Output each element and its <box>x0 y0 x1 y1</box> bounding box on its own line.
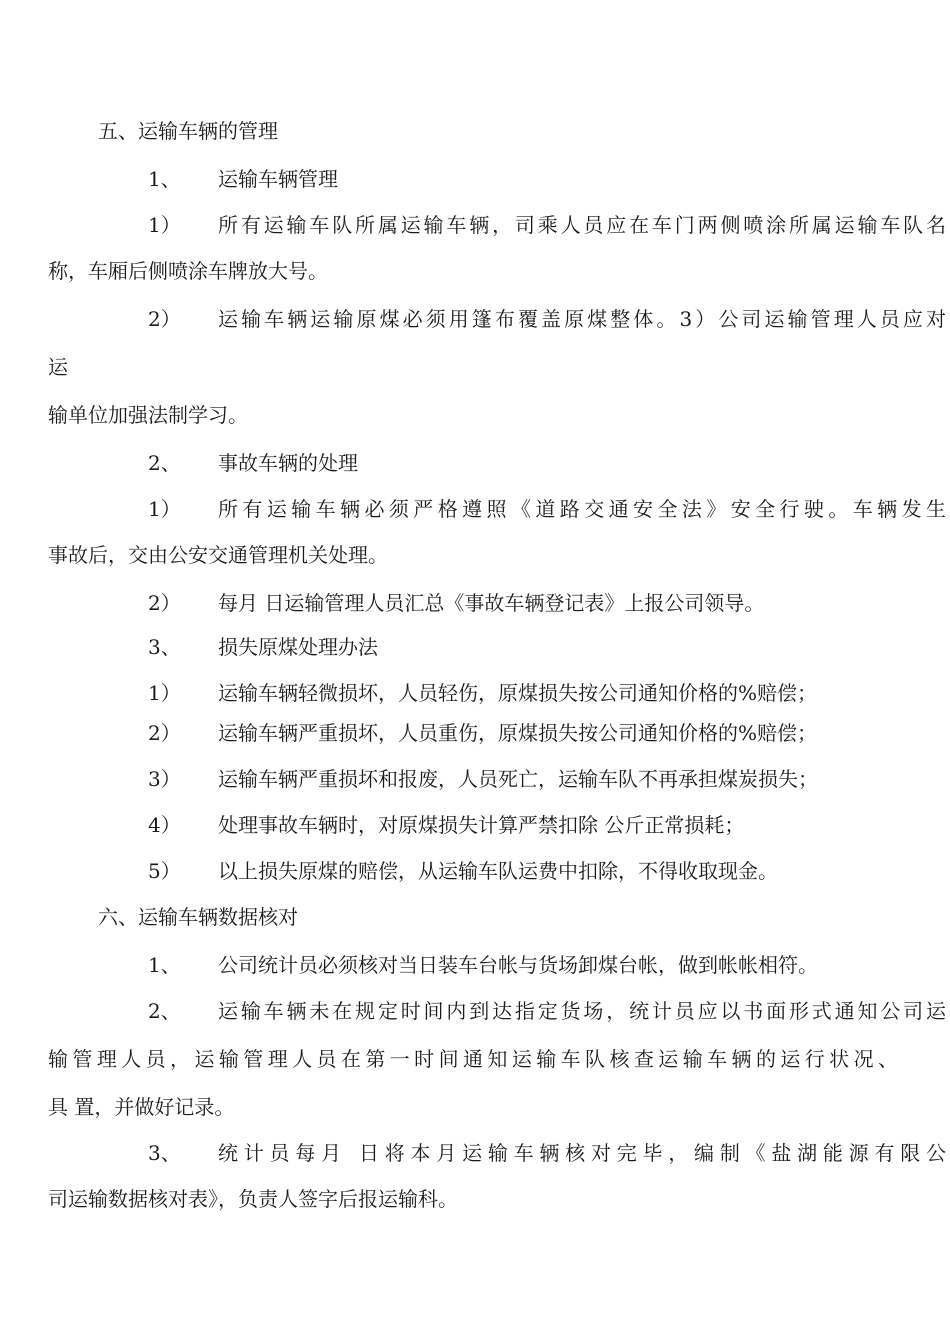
list-number: 2） <box>148 307 181 331</box>
list-number: 3、 <box>148 1141 181 1165</box>
list-number: 1、 <box>148 953 181 977</box>
list-text: 运输车辆严重损坏，人员重伤，原煤损失按公司通知价格的%赔偿； <box>218 721 818 745</box>
list-text: 运输车辆未在规定时间内到达指定货场，统计员应以书面形式通知公司运 <box>218 999 946 1023</box>
list-text: 每月 日运输管理人员汇总《事故车辆登记表》上报公司领导。 <box>218 591 765 615</box>
list-text: 以上损失原煤的赔偿，从运输车队运费中扣除，不得收取现金。 <box>218 859 778 883</box>
subsection-text: 运输车辆管理 <box>218 167 338 191</box>
list-text-continuation: 具 置，并做好记录。 <box>48 1095 235 1119</box>
list-number: 1） <box>148 213 181 237</box>
subsection-text: 事故车辆的处理 <box>218 451 358 475</box>
section-heading: 五、运输车辆的管理 <box>98 119 278 143</box>
list-text-continuation: 输管理人员，运输管理人员在第一时间通知运输车队核查运输车辆的运行状况、 <box>48 1047 898 1071</box>
list-text: 公司统计员必须核对当日装车台帐与货场卸煤台帐，做到帐帐相符。 <box>218 953 818 977</box>
list-number: 3） <box>148 767 181 791</box>
list-number: 2） <box>148 591 181 615</box>
list-text-continuation: 司运输数据核对表》，负责人签字后报运输科。 <box>48 1187 458 1211</box>
list-text-continuation: 输单位加强法制学习。 <box>48 403 248 427</box>
list-number: 2、 <box>148 999 181 1023</box>
list-text: 所有运输车队所属运输车辆，司乘人员应在车门两侧喷涂所属运输车队名 <box>218 213 946 237</box>
list-number: 2、 <box>148 451 181 475</box>
list-number: 4） <box>148 813 181 837</box>
list-text: 统计员每月 日将本月运输车辆核对完毕，编制《盐湖能源有限公 <box>218 1141 946 1165</box>
list-number: 5） <box>148 859 181 883</box>
list-text: 运输车辆运输原煤必须用篷布覆盖原煤整体。3）公司运输管理人员应对 <box>218 307 946 331</box>
list-text-continuation: 运 <box>48 355 68 379</box>
list-number: 3、 <box>148 635 181 659</box>
list-text-continuation: 称，车厢后侧喷涂车牌放大号。 <box>48 259 328 283</box>
list-number: 1） <box>148 497 181 521</box>
list-number: 1、 <box>148 167 181 191</box>
list-text: 运输车辆严重损坏和报废，人员死亡，运输车队不再承担煤炭损失； <box>218 767 818 791</box>
list-text-continuation: 事故后，交由公安交通管理机关处理。 <box>48 543 388 567</box>
list-text: 所有运输车辆必须严格遵照《道路交通安全法》安全行驶。车辆发生 <box>218 497 946 521</box>
list-text: 运输车辆轻微损坏，人员轻伤，原煤损失按公司通知价格的%赔偿； <box>218 681 818 705</box>
list-number: 2） <box>148 721 181 745</box>
list-text: 处理事故车辆时，对原煤损失计算严禁扣除 公斤正常损耗； <box>218 813 745 837</box>
section-heading: 六、运输车辆数据核对 <box>98 905 298 929</box>
subsection-text: 损失原煤处理办法 <box>218 635 378 659</box>
list-number: 1） <box>148 681 181 705</box>
